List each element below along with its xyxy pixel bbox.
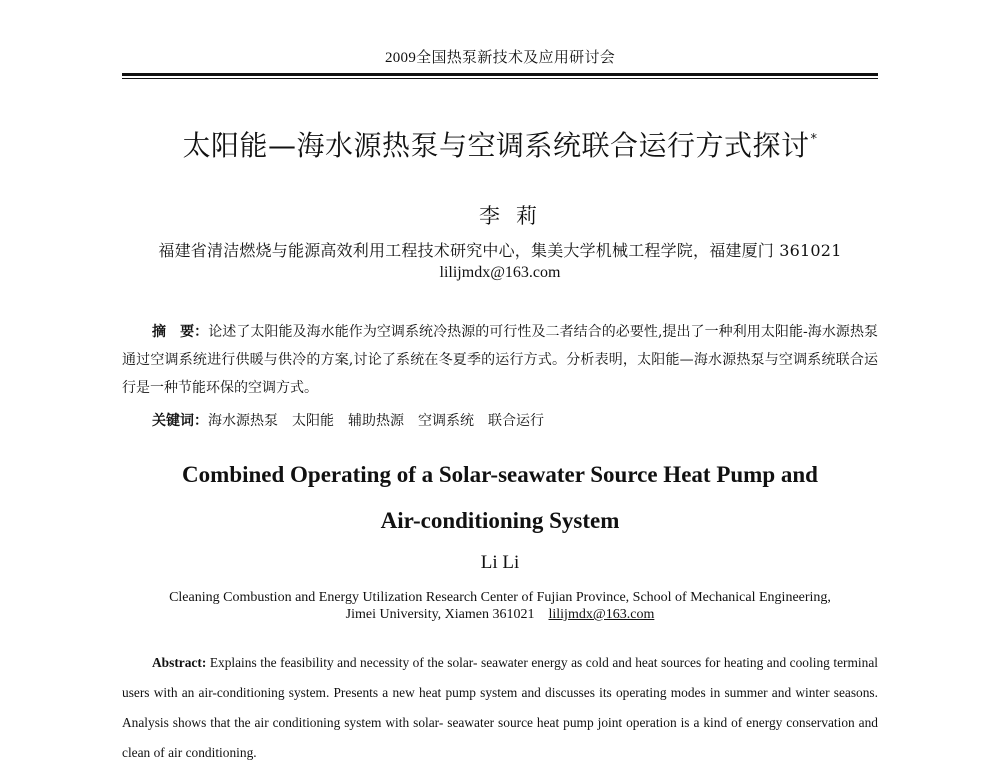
english-affiliation-city: Jimei University, Xiamen 361021	[345, 607, 535, 622]
keyword: 海水源热泵	[208, 413, 278, 429]
header-rule-thin	[122, 78, 878, 79]
english-title-line-1: Combined Operating of a Solar-seawater Source Heat Pump and	[182, 462, 818, 487]
english-abstract-text: Explains the feasibility and necessity of the solar- seawater energy as cold and heat sources for heating and cooling terminal users with an air-conditioning system. Presents a new heat pump system and discusses its operating modes in summer and winter seasons. Analysis shows that the air conditioning system with solar- seawater source heat pump joint operation is a kind of energy conservation and clean of air conditioning.	[122, 655, 878, 760]
chinese-affiliation: 福建省清洁燃烧与能源高效利用工程技术研究中心，集美大学机械工程学院，福建厦门 361021	[158, 241, 842, 260]
english-email-link[interactable]: lilijmdx@163.com	[548, 607, 655, 622]
chinese-author: 李莉	[479, 204, 553, 228]
english-affiliation-line-2	[0, 607, 1000, 623]
keyword: 辅助热源	[348, 413, 404, 429]
chinese-title-text: 太阳能—海水源热泵与空调系统联合运行方式探讨	[182, 129, 810, 162]
english-title-line-2: Air-conditioning System	[380, 508, 620, 533]
keyword: 太阳能	[292, 413, 334, 429]
english-abstract-label: Abstract:	[152, 655, 207, 670]
keyword: 空调系统	[418, 413, 474, 429]
chinese-abstract	[122, 318, 878, 402]
chinese-abstract-text: 论述了太阳能及海水能作为空调系统冷热源的可行性及二者结合的必要性,提出了一种利用太阳能-海水源热泵通过空调系统进行供暖与供冷的方案,讨论了系统在冬夏季的运行方式。分析表明，太阳能—海水源热泵与空调系统联合运行是一种节能环保的空调方式。	[122, 324, 878, 396]
header-rule-thick	[122, 73, 878, 76]
title-footnote-mark: *	[810, 132, 818, 147]
english-affiliation-line-1: Cleaning Combustion and Energy Utilization Research Center of Fujian Province, School of Mechanical Engineering,	[169, 590, 831, 605]
english-abstract	[122, 648, 878, 768]
chinese-email: lilijmdx@163.com	[439, 264, 561, 281]
chinese-keywords	[152, 410, 558, 430]
keyword: 联合运行	[488, 413, 544, 429]
chinese-abstract-label: 摘 要：	[152, 324, 209, 340]
keywords-label: 关键词：	[152, 413, 208, 429]
chinese-title	[0, 124, 1000, 164]
english-author: Li Li	[480, 552, 520, 573]
running-header: 2009全国热泵新技术及应用研讨会	[384, 50, 616, 66]
